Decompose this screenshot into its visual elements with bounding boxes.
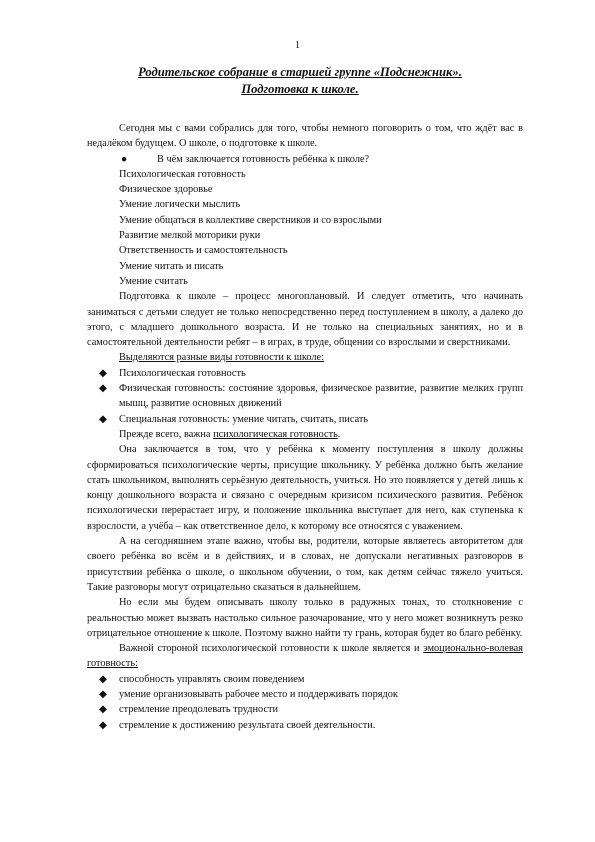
emotional-list-text: стремление к достижению результата своей деятельности. [119,719,376,731]
document-title [80,64,520,98]
readiness-item: Развитие мелкой моторики руки [119,230,261,242]
types-list-text: Физическая готовность: состояние здоровья, физическое развитие, развитие мелких групп мышц, развитие основных движений [119,383,523,410]
types-list-item [87,366,523,381]
question-text: В чём заключается готовность ребёнка к школе? [157,153,370,165]
types-list-item [87,412,523,427]
diamond-bullet-icon: ◆ [99,413,107,425]
title-line-2: Подготовка к школе. [241,82,359,96]
emotional-list-item [87,672,523,687]
emotional-prefix: Важной стороной психологической готовности к школе является и [119,643,424,655]
emotional-list-item [87,702,523,717]
multifaceted-paragraph: Подготовка к школе – процесс многоплановый. И следует отметить, что начинать заниматься с детьми следует не только непосредственно перед поступлением в школу, а далеко до этого, с младшего дошкольного возраста. И не только на специальных занятиях, но и в самостоятельной деятельности ребят – в играх, в труде, общении со взрослыми и сверстниками. [87,291,523,349]
emotional-paragraph [87,641,523,672]
emotional-volitional-link: эмоционально-волевая готовность: [87,643,523,670]
readiness-item: Умение логически мыслить [119,199,241,211]
emotional-list-item [87,687,523,702]
readiness-item: Психологическая готовность [119,168,246,180]
diamond-bullet-icon: ◆ [99,673,107,685]
question-item [87,152,523,167]
emotional-list-text: способность управлять своим поведением [119,673,305,685]
diamond-bullet-icon: ◆ [99,719,107,731]
types-list-text: Психологическая готовность [119,367,246,379]
parents-paragraph: А на сегодняшнем этапе важно, чтобы вы, родители, которые являетесь авторитетом для своего ребёнка во всём и в действиях, и в словах, не допускали негативных разговоров в присутствии ребёнка о школе, о школьном обучении, о том, как детям сейчас тяжело учиться. Такие разговоры могут отрицательно сказаться в дальнейшем. [87,536,523,593]
types-heading-text: Выделяются разные виды готовности к школе: [119,352,324,364]
types-heading [87,350,523,365]
document-body [87,121,523,733]
psychological-readiness-link: психологическая готовность [213,428,338,440]
first-of-all-line [87,427,523,442]
diamond-bullet-icon: ◆ [99,688,107,700]
essence-paragraph: Она заключается в том, что у ребёнка к моменту поступления в школу должны сформироваться психологические черты, присущие школьнику. У ребёнка должно быть желание стать школьником, выполнять серьёзную деятельность, учиться. Но это появляется у детей лишь к концу дошкольного возраста и связано с очередным кризисом психического развития. Ребёнок психологически перерастает игру, и положение школьника выступает для него, как ступенька к взрослости, а учёба – как ответственное дело, к которому все относятся с уважением. [87,444,523,532]
readiness-item: Умение общаться в коллективе сверстников и со взрослыми [119,214,382,226]
bullet-icon: ● [121,153,128,165]
diamond-bullet-icon: ◆ [99,367,107,379]
emotional-list-text: стремление преодолевать трудности [119,704,279,716]
readiness-item: Физическое здоровье [119,184,213,196]
diamond-bullet-icon: ◆ [99,704,107,716]
types-list-text: Специальная готовность: умение читать, считать, писать [119,413,369,425]
intro-paragraph: Сегодня мы с вами собрались для того, чтобы немного поговорить о том, что ждёт вас в недалёком будущем. О школе, о подготовке к школе. [87,123,523,150]
rosy-paragraph: Но если мы будем описывать школу только в радужных тонах, то столкновение с реальностью может вызвать настолько сильное разочарование, что у него может возникнуть резко отрицательное отношение к школе. Поэтому важно найти ту грань, которая будет во благо ребёнку. [87,597,523,639]
title-line-1: Родительское собрание в старшей группе «Подснежник». [138,65,462,79]
diamond-bullet-icon: ◆ [99,383,107,395]
readiness-item: Умение считать [119,275,188,287]
emotional-list-item [87,718,523,733]
readiness-item: Умение читать и писать [119,260,224,272]
first-of-all-suffix: . [337,428,341,440]
readiness-item: Ответственность и самостоятельность [119,245,288,257]
first-of-all-prefix: Прежде всего, важна [119,428,214,440]
page-number: 1 [295,40,300,51]
types-list-item [87,381,523,412]
emotional-list-text: умение организовывать рабочее место и поддерживать порядок [119,688,398,700]
